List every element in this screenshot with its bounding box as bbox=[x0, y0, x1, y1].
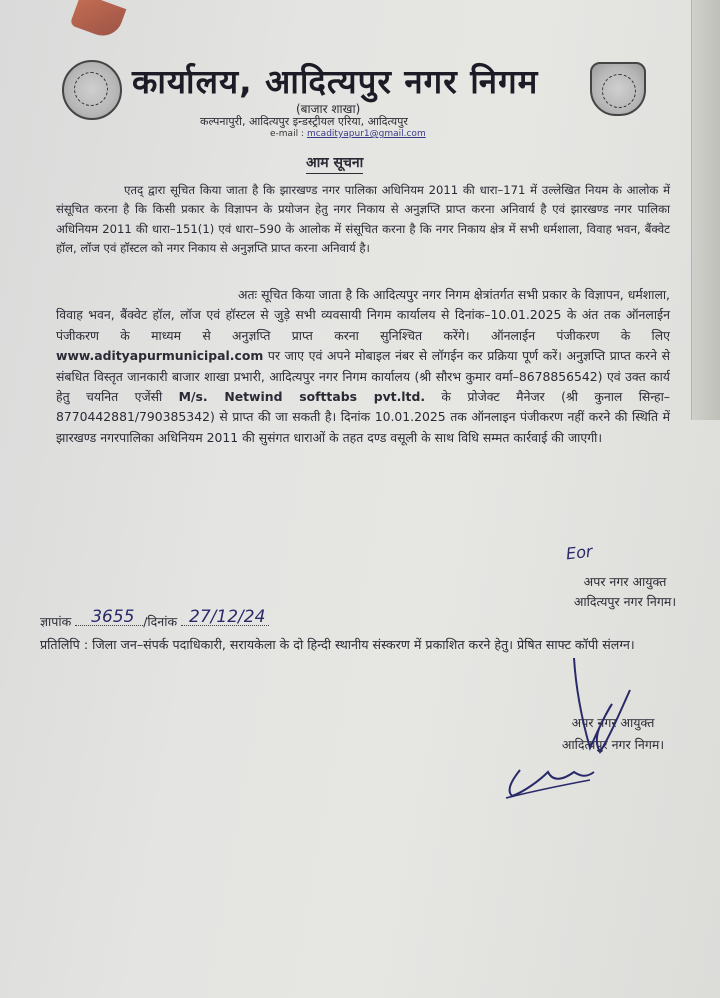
memo-line bbox=[40, 607, 269, 630]
office-subtitle: (बाजार शाखा) bbox=[296, 102, 361, 116]
email-label: e-mail : bbox=[270, 129, 304, 139]
memo-label: ज्ञापांक bbox=[40, 614, 72, 629]
signature-block-2 bbox=[528, 712, 698, 756]
memo-date: 27/12/24 bbox=[189, 607, 266, 627]
paragraph-2-part-a: अतः सूचित किया जाता है कि आदित्यपुर नगर निगम क्षेत्रांतर्गत सभी प्रकार के विज्ञापन, धर्मशाला, विवाह भवन, बैंक्वेट हॉल, लॉज एवं हॉस्टल से जुड़े सभी व्यवसायी निगम कार्यालय से दिनांक–10.01.2025 के अंत तक ऑनलाईन पंजीकरण के माध्यम से अनुज्ञप्ति प्राप्त करना सुनिश्चित करेंगे। ऑनलाईन पंजीकरण के लिए bbox=[56, 287, 670, 343]
office-title: कार्यालय, आदित्यपुर नगर निगम bbox=[132, 62, 539, 101]
paragraph-2-part-b: पर जाए एवं अपने मोबाइल नंबर से लॉगईन कर प्रक्रिया पूर्ण करें। अनुज्ञप्ति प्राप्त करने से संबधित विस्तृत जानकारी बाजार शाखा प्रभारी, आदित्यपुर नगर निगम कार्यालय (श्री सौरभ कुमार वर्मा–8678856542) एवं उक्त कार्य हेतु चयनित एजेंसी bbox=[56, 348, 670, 405]
emblem-seal-left bbox=[62, 60, 122, 120]
paper-edge bbox=[691, 0, 720, 420]
office-address: कल्पनापुरी, आदित्यपुर इन्डस्ट्रीयल एरिया, आदित्यपुर bbox=[200, 115, 408, 128]
tape-mark bbox=[70, 0, 127, 41]
memo-number: 3655 bbox=[91, 607, 135, 627]
memo-date-label: /दिनांक bbox=[143, 614, 178, 629]
website-link[interactable]: www.adityapurmunicipal.com bbox=[56, 348, 264, 364]
notice-heading: आम सूचना bbox=[306, 153, 363, 174]
handwritten-eot: Eor bbox=[565, 541, 594, 564]
signature-2-office: आदित्यपुर नगर निगम। bbox=[561, 737, 665, 752]
emblem-seal-right bbox=[590, 62, 646, 116]
signature-1-designation: अपर नगर आयुक्त bbox=[583, 574, 667, 589]
signature-1-office: आदित्यपुर नगर निगम। bbox=[573, 594, 677, 609]
email-link[interactable]: mcadityapur1@gmail.com bbox=[306, 129, 426, 139]
notice-paragraph-2 bbox=[56, 285, 670, 448]
signature-block-1 bbox=[540, 572, 710, 612]
copy-to-text: प्रतिलिपि : जिला जन–संपर्क पदाधिकारी, सरायकेला के दो हिन्दी स्थानीय संस्करण में प्रकाशित करने हेतु। प्रेषित साफ्ट कॉपी संलग्न। bbox=[40, 637, 635, 652]
paragraph-2-part-c: के प्रोजेक्ट मैनेजर (श्री कुनाल सिन्हा–8770442881/790385342) से प्राप्त की जा सकती है। दिनांक 10.01.2025 तक ऑनलाइन पंजीकरण नहीं करने की स्थिति में झारखण्ड नगरपालिका अधिनियम 2011 की सुसंगत धाराओं के तहत दण्ड वसूली के साथ विधि सम्मत कार्रवाई की जाएगी। bbox=[56, 389, 670, 445]
agency-name: M/s. Netwind softtabs pvt.ltd. bbox=[178, 389, 426, 405]
notice-paragraph-1: एतद् द्वारा सूचित किया जाता है कि झारखण्ड नगर पालिका अधिनियम 2011 की धारा–171 में उल्लेखित नियम के आलोक में संसूचित करना है कि किसी प्रकार के विज्ञापन के प्रयोजन हेतु नगर निकाय से अनुज्ञप्ति प्राप्त करना अनिवार्य है एवं झारखण्ड नगर पालिका अधिनियम 2011 की धारा–151(1) एवं धारा–590 के आलोक में संसूचित करना है कि नगर निकाय क्षेत्र में सभी धर्मशाला, विवाह भवन, बैंक्वेट हॉल, लॉज एवं हॉस्टल को नगर निकाय से अनुज्ञप्ति प्राप्त करना अनिवार्य है। bbox=[56, 183, 670, 256]
signature-2-designation: अपर नगर आयुक्त bbox=[571, 715, 655, 730]
email-row bbox=[270, 129, 426, 139]
